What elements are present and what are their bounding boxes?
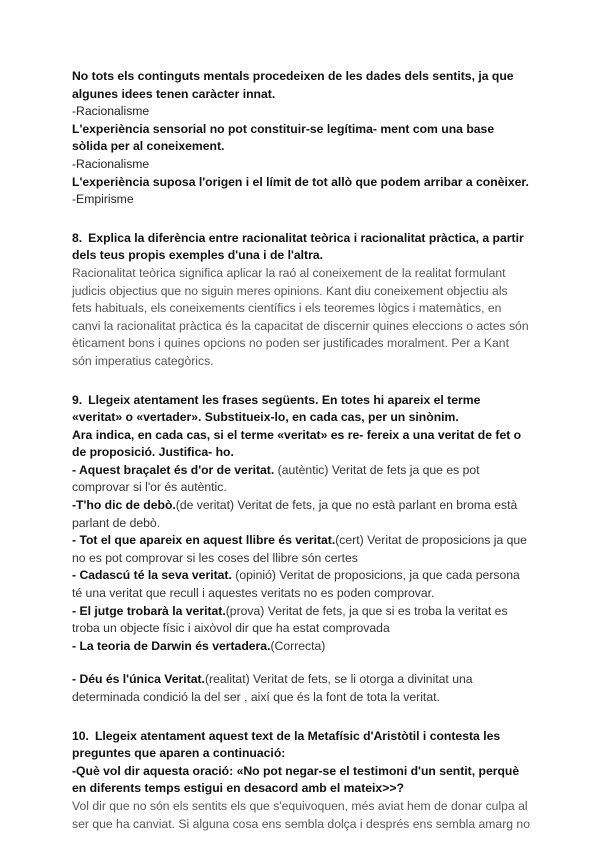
item-5-sentence: - El jutge trobarà la veritat.	[72, 603, 226, 618]
item-2-answer: (de veritat) Veritat de fets, ja que no està parlant en broma està parlant de debò.	[72, 498, 518, 530]
statement-1: No tots els continguts mentals procedeixen de les dades dels sentits, ja que algunes idees tenen caràcter innat.	[72, 69, 514, 101]
question-9-part2: Ara indica, en cada cas, si el terme «veritat» es re- fereix a una veritat de fet o de proposició. Justifica- ho.	[72, 427, 522, 460]
answer-3: -Empirisme	[72, 192, 134, 207]
question-9-text: Llegeix atentament les frases següents. En totes hi apareix el terme «veritat» o «vertader». Substitueix-lo, en cada cas, per un sinònim.	[72, 392, 481, 425]
question-10-text: Llegeix atentament aquest text de la Metafísic d'Aristòtil i contesta les preguntes que aparen a continuació:	[72, 728, 501, 761]
answer-2: -Racionalisme	[72, 156, 150, 171]
item-3-sentence: - Tot el que apareix en aquest llibre és veritat.	[72, 533, 336, 548]
question-9	[72, 392, 530, 427]
item-4	[72, 567, 530, 602]
item-3-answer: (cert) Veritat de proposicions ja que no es pot comprovar si les coses del llibre són certes	[72, 533, 527, 565]
item-6	[72, 638, 530, 656]
question-10	[72, 728, 530, 763]
item-5	[72, 603, 530, 638]
answer-1: -Racionalisme	[72, 104, 150, 119]
item-1-answer: (autèntic) Veritat de fets ja que es pot comprovar si l'or és autèntic.	[72, 462, 480, 495]
question-8-text: Explica la diferència entre racionalitat teòrica i racionalitat pràctica, a partir dels teus propis exemples d'una i de l'altra.	[72, 230, 524, 263]
answer-8: Racionalitat teòrica significa aplicar la raó al coneixement de la realitat formulant judicis objectius que no siguin meres opinions. Kant diu coneixement objectiu als fets habituals, els coneixements científics i els teoremes lògics i matemàtics, en canvi la racionalitat pràctica és la capacitat de discernir quines eleccions o actes són èticament bons i quines opcions no poden ser justificades moralment. Per a Kant són imperatius categòrics.	[72, 265, 529, 368]
item-2-sentence: -T'ho dic de debò.	[72, 498, 176, 513]
item-4-sentence: - Cadascú té la seva veritat.	[72, 568, 232, 583]
statement-2: L'experiència sensorial no pot constituir-se legítima- ment com una base sòlida per al coneixement.	[72, 121, 495, 154]
item-7	[72, 671, 530, 706]
item-2	[72, 497, 530, 532]
question-9-number: 9.	[72, 392, 83, 407]
item-7-answer: (realitat) Veritat de fets, se li otorga a divinitat una determinada condició la del ser , així que és la font de tota la veritat.	[72, 672, 473, 704]
question-10-number: 10.	[72, 728, 89, 743]
item-1-sentence: - Aquest braçalet és d'or de veritat.	[72, 462, 275, 477]
question-8	[72, 230, 530, 265]
statement-3: L'experiència suposa l'origen i el límit de tot allò que podem arribar a conèixer.	[72, 174, 529, 189]
question-10-sub: -Què vol dir aquesta oració: «No pot negar-se el testimoni d'un sentit, perquè en diferents temps estigui en desacord amb el mateix>>?	[72, 763, 520, 796]
item-4-answer: (opinió) Veritat de proposicions, ja que cada persona té una veritat que recull i aquestes veritats no es poden comprovar.	[72, 568, 520, 601]
answer-10: Vol dir que no són els sentits els que s'equivoquen, més aviat hem de donar culpa al ser que ha canviat. Si alguna cosa ens sembla dolça i després ens sembla amarg no	[72, 798, 530, 831]
item-1	[72, 462, 530, 497]
item-5-answer: (prova) Veritat de fets, ja que si es troba la veritat es troba un objecte físic i aixòvol dir que ha estat comprovada	[72, 603, 508, 636]
item-6-answer: (Correcta)	[270, 638, 326, 653]
question-8-number: 8.	[72, 230, 83, 245]
item-7-sentence: - Déu és l'única Veritat.	[72, 672, 205, 687]
item-3	[72, 532, 530, 567]
item-6-sentence: - La teoria de Darwin és vertadera.	[72, 638, 271, 653]
